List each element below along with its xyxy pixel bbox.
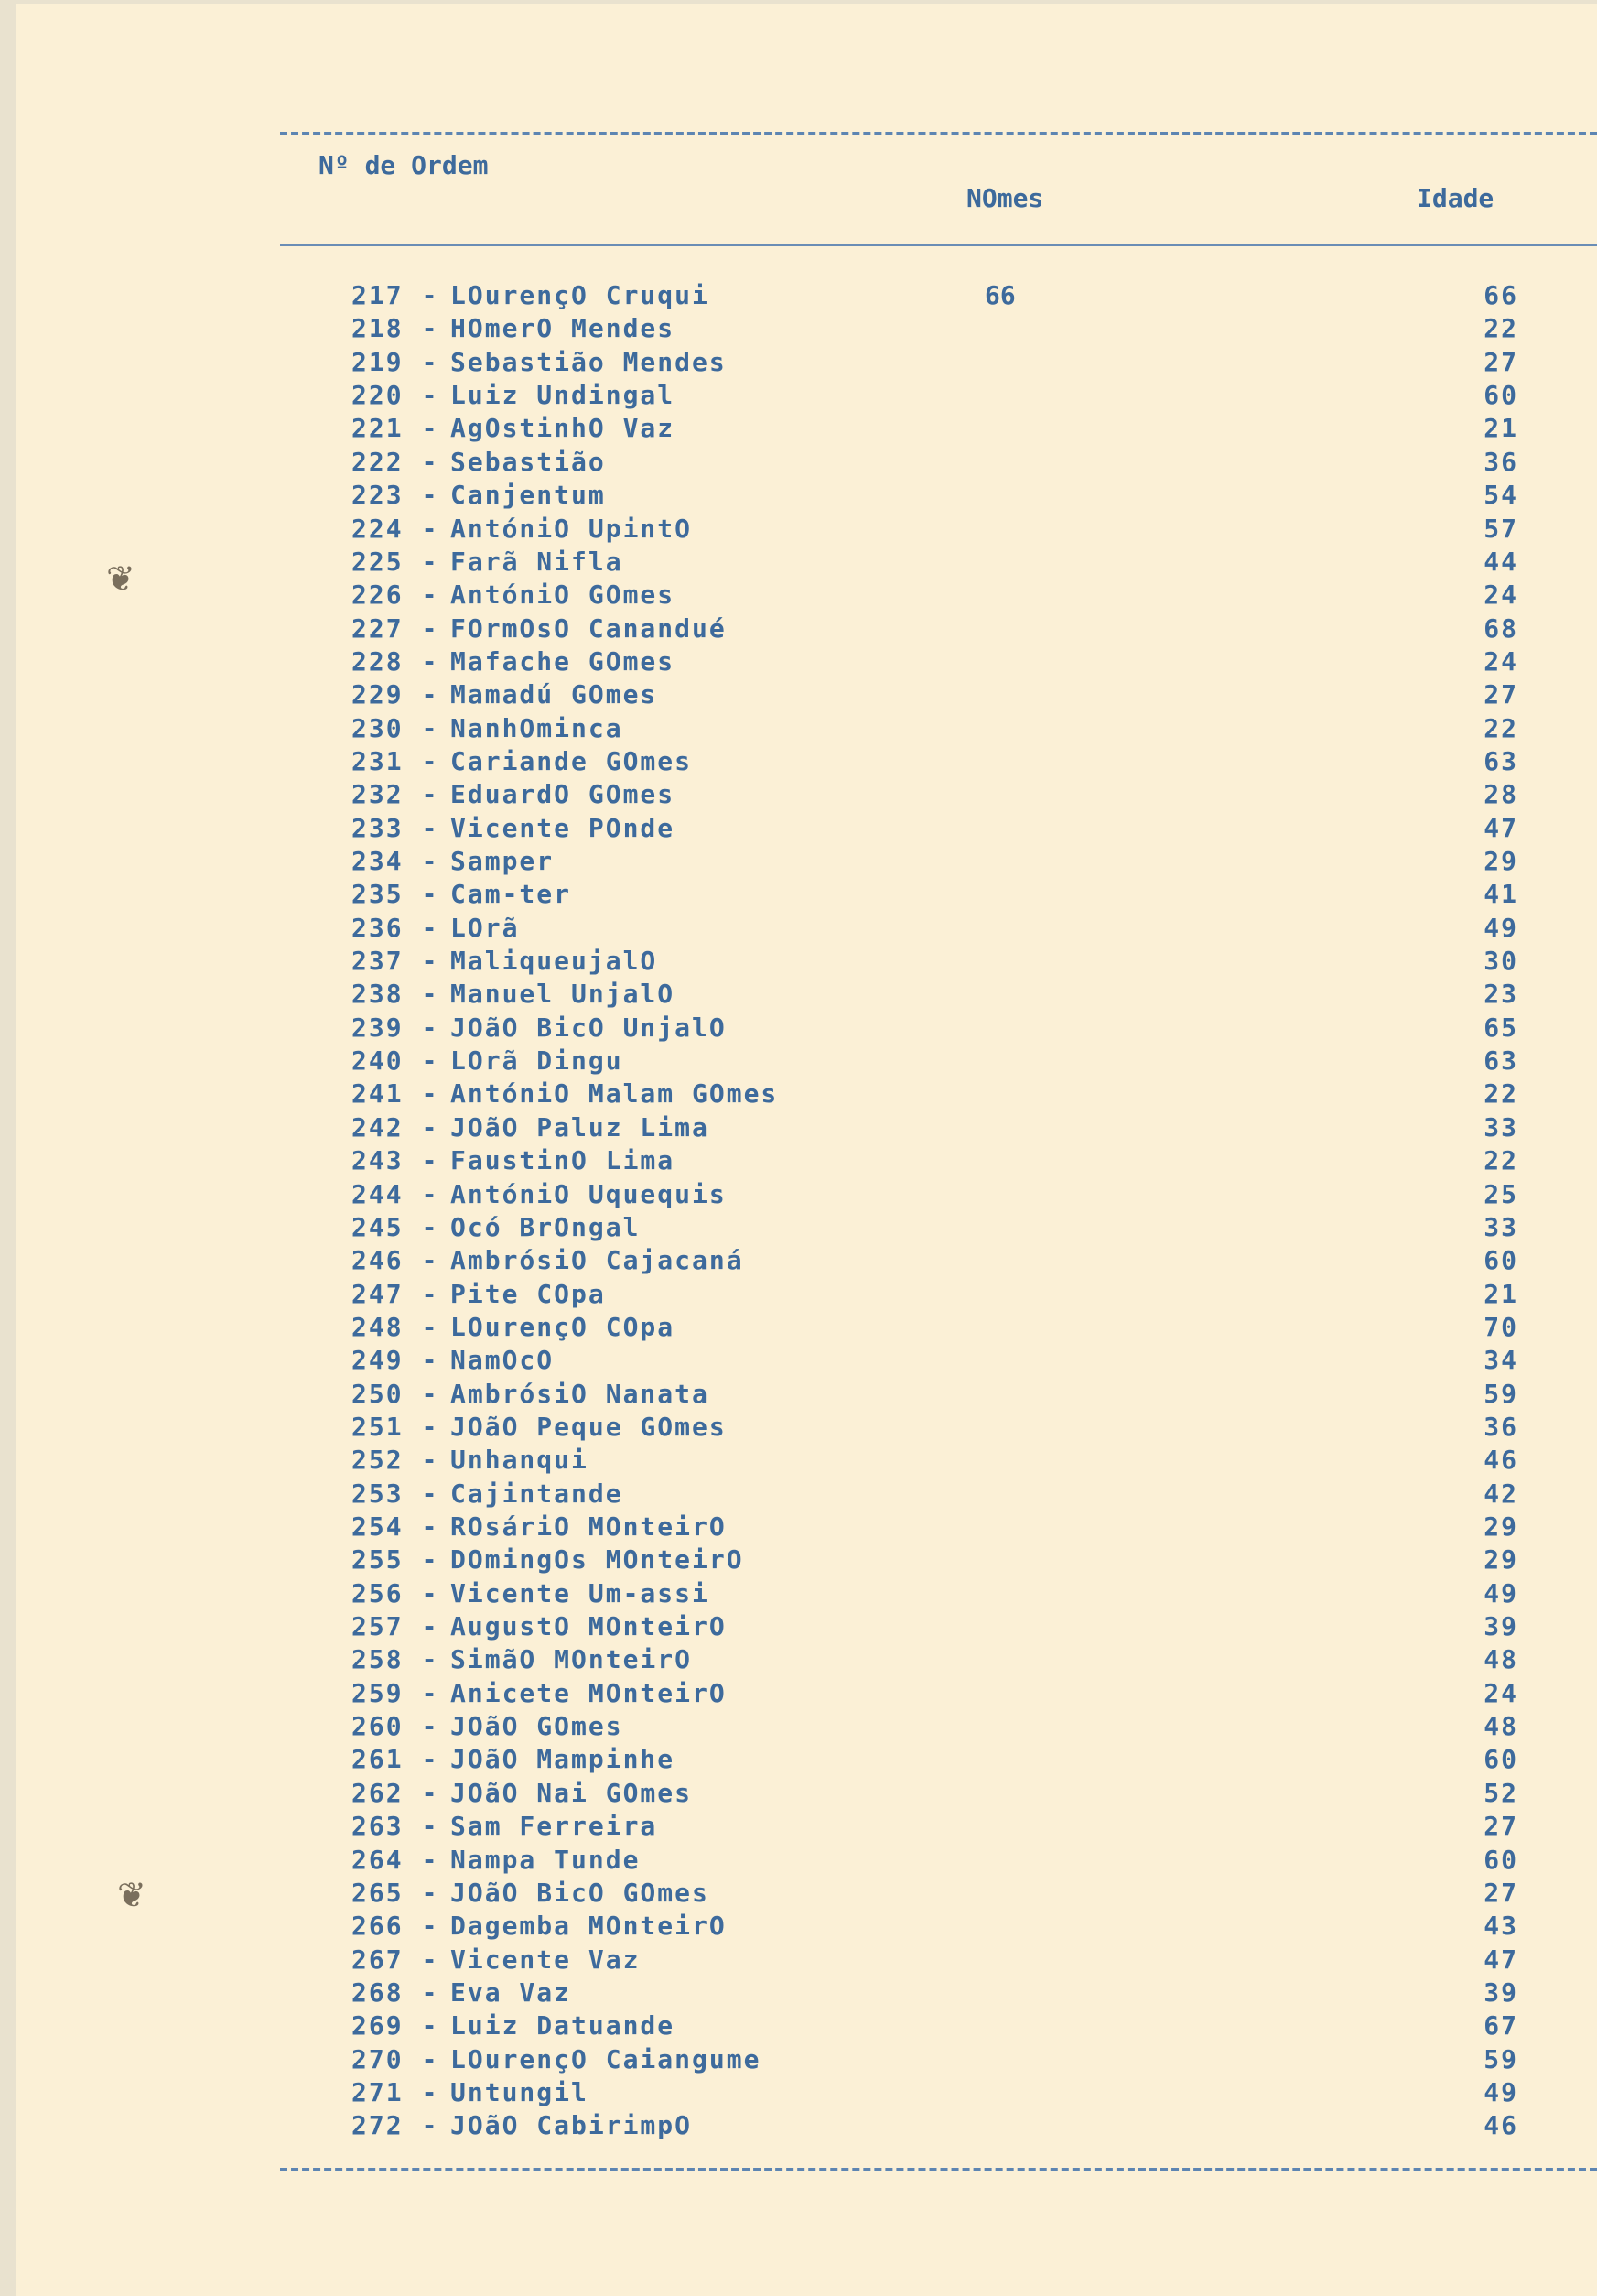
row-age: 29: [1484, 846, 1518, 876]
row-separator: -: [421, 1111, 439, 1143]
row-age: 36: [1484, 446, 1518, 477]
row-separator: -: [421, 812, 439, 843]
row-number: 240: [351, 1045, 404, 1077]
bottom-dashed-rule: [280, 2168, 1597, 2171]
table-row: [351, 646, 1541, 679]
row-age: 47: [1484, 812, 1518, 843]
row-number: 229: [351, 679, 404, 710]
row-number: 264: [351, 1844, 404, 1875]
row-name: AntóniO Malam GOmes: [450, 1078, 779, 1110]
table-row: [351, 846, 1541, 879]
row-name: Eva Vaz: [450, 1977, 572, 2008]
row-number: 259: [351, 1677, 404, 1708]
table-row: [351, 2044, 1541, 2077]
row-separator: -: [421, 1445, 439, 1476]
row-age: 22: [1484, 313, 1518, 344]
row-name: AntóniO GOmes: [450, 579, 675, 611]
row-name: Samper: [450, 846, 555, 876]
table-row: [351, 547, 1541, 579]
table-row: [351, 579, 1541, 612]
row-number: 228: [351, 645, 404, 677]
row-name: JOãO Nai GOmes: [450, 1777, 693, 1808]
row-age: 49: [1484, 1577, 1518, 1608]
table-row: [351, 413, 1541, 446]
row-name: LOurençO Cruqui: [450, 280, 709, 310]
row-number: 263: [351, 1811, 404, 1842]
table-row: [351, 1179, 1541, 1212]
row-name: ROsáriO MOnteirO: [450, 1511, 727, 1542]
row-name: Sebastião: [450, 446, 606, 477]
row-number: 265: [351, 1877, 404, 1908]
row-age: 67: [1484, 2010, 1518, 2041]
table-row: [351, 1744, 1541, 1777]
row-name: AugustO MOnteirO: [450, 1611, 727, 1641]
row-separator: -: [421, 546, 439, 577]
row-name: Unhanqui: [450, 1445, 588, 1476]
row-age: 27: [1484, 346, 1518, 377]
row-age: 29: [1484, 1511, 1518, 1542]
row-number: 241: [351, 1078, 404, 1110]
row-name: JOãO BicO GOmes: [450, 1877, 709, 1908]
row-separator: -: [421, 2076, 439, 2107]
row-separator: -: [421, 912, 439, 943]
row-separator: -: [421, 1677, 439, 1708]
table-row: [351, 1345, 1541, 1378]
row-separator: -: [421, 979, 439, 1010]
row-number: 224: [351, 513, 404, 544]
table-row: [351, 979, 1541, 1012]
row-separator: -: [421, 2010, 439, 2041]
document-page: [16, 4, 1597, 2296]
row-number: 227: [351, 612, 404, 644]
table-row: [351, 1578, 1541, 1611]
row-name: Cajintande: [450, 1478, 623, 1509]
row-separator: -: [421, 1977, 439, 2008]
row-age: 48: [1484, 1644, 1518, 1675]
row-age: 60: [1484, 1844, 1518, 1875]
row-number: 218: [351, 313, 404, 344]
top-dashed-rule: [280, 132, 1597, 135]
row-number: 271: [351, 2076, 404, 2107]
row-number: 260: [351, 1711, 404, 1741]
row-name: Anicete MOnteirO: [450, 1677, 727, 1708]
row-age: 39: [1484, 1977, 1518, 2008]
header-nomes: NOmes: [966, 183, 1044, 213]
row-number: 244: [351, 1178, 404, 1209]
row-age: 43: [1484, 1911, 1518, 1942]
table-row: [351, 1611, 1541, 1644]
row-age: 24: [1484, 645, 1518, 677]
row-number: 245: [351, 1211, 404, 1242]
table-row: [351, 447, 1541, 480]
row-name: Farã Nifla: [450, 546, 623, 577]
table-row: [351, 913, 1541, 946]
row-name: AgOstinhO Vaz: [450, 413, 675, 444]
table-row: [351, 813, 1541, 846]
row-name: Untungil: [450, 2076, 588, 2107]
row-name: JOãO Mampinhe: [450, 1744, 675, 1775]
row-number: 254: [351, 1511, 404, 1542]
row-separator: -: [421, 1012, 439, 1043]
row-name: HOmerO Mendes: [450, 313, 675, 344]
row-name: Manuel UnjalO: [450, 979, 675, 1010]
row-name: AmbrósiO Nanata: [450, 1378, 709, 1409]
row-number: 250: [351, 1378, 404, 1409]
table-row: [351, 1245, 1541, 1278]
row-name: Canjentum: [450, 480, 606, 511]
table-row: [351, 613, 1541, 646]
row-name: Cariande GOmes: [450, 745, 693, 776]
row-separator: -: [421, 1345, 439, 1376]
row-name: LOrã: [450, 912, 520, 943]
table-row: [351, 480, 1541, 513]
row-separator: -: [421, 1145, 439, 1176]
row-number: 258: [351, 1644, 404, 1675]
header-rule: [280, 244, 1597, 246]
row-name: AntóniO UpintO: [450, 513, 693, 544]
row-age: 48: [1484, 1711, 1518, 1741]
row-number: 262: [351, 1777, 404, 1808]
row-age: 60: [1484, 380, 1518, 411]
row-name: Vicente Vaz: [450, 1944, 641, 1975]
row-number: 261: [351, 1744, 404, 1775]
header-idade: Idade: [1417, 183, 1494, 213]
row-number: 268: [351, 1977, 404, 2008]
first-row-nomes-value: 66: [985, 280, 1016, 310]
row-separator: -: [421, 1777, 439, 1808]
row-age: 27: [1484, 1811, 1518, 1842]
row-number: 253: [351, 1478, 404, 1509]
row-age: 57: [1484, 513, 1518, 544]
row-age: 39: [1484, 1611, 1518, 1641]
table-row: [351, 1412, 1541, 1445]
row-name: Nampa Tunde: [450, 1844, 641, 1875]
row-separator: -: [421, 946, 439, 976]
punch-mark-bottom: ❦: [117, 1877, 146, 1915]
row-number: 217: [351, 280, 404, 310]
row-number: 246: [351, 1245, 404, 1276]
row-separator: -: [421, 1944, 439, 1975]
table-row: [351, 1778, 1541, 1811]
row-number: 242: [351, 1111, 404, 1143]
table-row: [351, 1944, 1541, 1977]
table-row: [351, 1013, 1541, 1045]
row-separator: -: [421, 1478, 439, 1509]
table-row: [351, 1878, 1541, 1911]
table-row: [351, 713, 1541, 746]
row-separator: -: [421, 1844, 439, 1875]
row-age: 44: [1484, 546, 1518, 577]
row-age: 21: [1484, 413, 1518, 444]
row-separator: -: [421, 313, 439, 344]
table-row: [351, 779, 1541, 812]
row-age: 22: [1484, 1145, 1518, 1176]
row-number: 248: [351, 1311, 404, 1342]
row-separator: -: [421, 1245, 439, 1276]
row-age: 25: [1484, 1178, 1518, 1209]
row-separator: -: [421, 1378, 439, 1409]
row-age: 42: [1484, 1478, 1518, 1509]
row-age: 24: [1484, 579, 1518, 611]
row-name: JOãO BicO UnjalO: [450, 1012, 727, 1043]
row-separator: -: [421, 1577, 439, 1608]
row-separator: -: [421, 1611, 439, 1641]
row-number: 270: [351, 2043, 404, 2074]
row-separator: -: [421, 280, 439, 310]
row-name: LOrã Dingu: [450, 1045, 623, 1077]
row-age: 52: [1484, 1777, 1518, 1808]
row-separator: -: [421, 2110, 439, 2141]
row-age: 46: [1484, 1445, 1518, 1476]
row-name: JOãO GOmes: [450, 1711, 623, 1741]
row-separator: -: [421, 1744, 439, 1775]
table-row: [351, 2110, 1541, 2143]
row-name: Dagemba MOnteirO: [450, 1911, 727, 1942]
row-name: FaustinO Lima: [450, 1145, 675, 1176]
row-separator: -: [421, 679, 439, 710]
row-separator: -: [421, 446, 439, 477]
table-row: [351, 1711, 1541, 1744]
row-separator: -: [421, 1078, 439, 1110]
table-row: [351, 1977, 1541, 2010]
table-row: [351, 1478, 1541, 1511]
row-separator: -: [421, 846, 439, 876]
row-name: EduardO GOmes: [450, 779, 675, 810]
row-age: 49: [1484, 912, 1518, 943]
row-separator: -: [421, 879, 439, 910]
row-name: Luiz Datuande: [450, 2010, 675, 2041]
row-name: Mafache GOmes: [450, 645, 675, 677]
row-number: 220: [351, 380, 404, 411]
row-separator: -: [421, 2043, 439, 2074]
row-age: 70: [1484, 1311, 1518, 1342]
row-separator: -: [421, 513, 439, 544]
row-number: 272: [351, 2110, 404, 2141]
punch-mark-top: ❦: [106, 560, 135, 599]
row-number: 269: [351, 2010, 404, 2041]
table-row: [351, 1845, 1541, 1878]
row-number: 266: [351, 1911, 404, 1942]
row-number: 249: [351, 1345, 404, 1376]
row-age: 21: [1484, 1278, 1518, 1309]
row-age: 60: [1484, 1245, 1518, 1276]
table-row: [351, 280, 1541, 313]
table-row: [351, 347, 1541, 380]
row-name: JOãO CabirimpO: [450, 2110, 693, 2141]
row-name: AmbrósiO Cajacaná: [450, 1245, 744, 1276]
row-number: 222: [351, 446, 404, 477]
row-number: 236: [351, 912, 404, 943]
row-separator: -: [421, 413, 439, 444]
row-age: 68: [1484, 612, 1518, 644]
row-separator: -: [421, 346, 439, 377]
row-separator: -: [421, 1811, 439, 1842]
table-row: [351, 1112, 1541, 1145]
row-number: 256: [351, 1577, 404, 1608]
table-row: [351, 879, 1541, 912]
row-number: 226: [351, 579, 404, 611]
table-row: [351, 2077, 1541, 2110]
row-name: Mamadú GOmes: [450, 679, 658, 710]
row-age: 28: [1484, 779, 1518, 810]
row-age: 33: [1484, 1211, 1518, 1242]
row-separator: -: [421, 380, 439, 411]
row-number: 251: [351, 1411, 404, 1442]
table-row: [351, 514, 1541, 547]
row-number: 252: [351, 1445, 404, 1476]
row-name: Luiz Undingal: [450, 380, 675, 411]
table-row: [351, 1279, 1541, 1312]
row-name: LOurençO Caiangume: [450, 2043, 761, 2074]
row-number: 257: [351, 1611, 404, 1641]
table-row: [351, 679, 1541, 712]
table-row: [351, 1379, 1541, 1412]
table-row: [351, 1212, 1541, 1245]
row-separator: -: [421, 1278, 439, 1309]
row-age: 41: [1484, 879, 1518, 910]
row-name: AntóniO Uquequis: [450, 1178, 727, 1209]
row-number: 225: [351, 546, 404, 577]
row-number: 255: [351, 1544, 404, 1576]
row-separator: -: [421, 779, 439, 810]
row-age: 30: [1484, 946, 1518, 976]
row-number: 221: [351, 413, 404, 444]
row-age: 59: [1484, 1378, 1518, 1409]
row-name: Vicente Um-assi: [450, 1577, 709, 1608]
row-separator: -: [421, 1211, 439, 1242]
table-row: [351, 2010, 1541, 2043]
table-row: [351, 1644, 1541, 1677]
row-age: 34: [1484, 1345, 1518, 1376]
row-age: 27: [1484, 1877, 1518, 1908]
row-age: 65: [1484, 1012, 1518, 1043]
row-number: 233: [351, 812, 404, 843]
row-separator: -: [421, 480, 439, 511]
row-age: 22: [1484, 1078, 1518, 1110]
table-row: [351, 380, 1541, 413]
row-name: Sam Ferreira: [450, 1811, 658, 1842]
row-number: 235: [351, 879, 404, 910]
row-age: 63: [1484, 745, 1518, 776]
row-number: 231: [351, 745, 404, 776]
row-name: Vicente POnde: [450, 812, 675, 843]
row-number: 219: [351, 346, 404, 377]
row-number: 243: [351, 1145, 404, 1176]
table-row: [351, 1045, 1541, 1078]
table-row: [351, 1445, 1541, 1478]
row-name: SimãO MOnteirO: [450, 1644, 693, 1675]
row-name: Ocó BrOngal: [450, 1211, 641, 1242]
table-row: [351, 1145, 1541, 1178]
row-separator: -: [421, 745, 439, 776]
table-row: [351, 746, 1541, 779]
row-name: JOãO Peque GOmes: [450, 1411, 727, 1442]
row-age: 23: [1484, 979, 1518, 1010]
row-name: JOãO Paluz Lima: [450, 1111, 709, 1143]
row-name: Pite COpa: [450, 1278, 606, 1309]
row-age: 46: [1484, 2110, 1518, 2141]
row-name: FOrmOsO Canandué: [450, 612, 727, 644]
row-age: 36: [1484, 1411, 1518, 1442]
row-number: 234: [351, 846, 404, 876]
row-number: 232: [351, 779, 404, 810]
row-name: MaliqueujalO: [450, 946, 658, 976]
row-age: 24: [1484, 1677, 1518, 1708]
table-row: [351, 1544, 1541, 1577]
row-name: DOmingOs MOnteirO: [450, 1544, 744, 1576]
row-age: 66: [1484, 280, 1518, 310]
row-age: 33: [1484, 1111, 1518, 1143]
table-row: [351, 1811, 1541, 1844]
row-age: 59: [1484, 2043, 1518, 2074]
table-row: [351, 1911, 1541, 1944]
table-row: [351, 1511, 1541, 1544]
row-separator: -: [421, 579, 439, 611]
row-separator: -: [421, 1311, 439, 1342]
row-number: 237: [351, 946, 404, 976]
header-ordem: Nº de Ordem: [318, 150, 489, 180]
row-separator: -: [421, 1644, 439, 1675]
table-row: [351, 946, 1541, 979]
row-age: 27: [1484, 679, 1518, 710]
row-separator: -: [421, 1045, 439, 1077]
row-age: 63: [1484, 1045, 1518, 1077]
row-separator: -: [421, 1178, 439, 1209]
row-name: Cam-ter: [450, 879, 572, 910]
row-number: 230: [351, 712, 404, 743]
table-row: [351, 1312, 1541, 1345]
row-number: 247: [351, 1278, 404, 1309]
row-separator: -: [421, 612, 439, 644]
row-number: 238: [351, 979, 404, 1010]
row-age: 54: [1484, 480, 1518, 511]
row-number: 239: [351, 1012, 404, 1043]
table-row: [351, 1078, 1541, 1111]
row-separator: -: [421, 1711, 439, 1741]
row-name: NanhOminca: [450, 712, 623, 743]
row-age: 47: [1484, 1944, 1518, 1975]
row-number: 267: [351, 1944, 404, 1975]
row-separator: -: [421, 712, 439, 743]
row-age: 29: [1484, 1544, 1518, 1576]
row-separator: -: [421, 645, 439, 677]
table-row: [351, 1678, 1541, 1711]
row-age: 49: [1484, 2076, 1518, 2107]
row-separator: -: [421, 1911, 439, 1942]
row-name: LOurençO COpa: [450, 1311, 675, 1342]
row-separator: -: [421, 1411, 439, 1442]
row-name: Sebastião Mendes: [450, 346, 727, 377]
row-number: 223: [351, 480, 404, 511]
row-separator: -: [421, 1877, 439, 1908]
row-separator: -: [421, 1511, 439, 1542]
row-age: 60: [1484, 1744, 1518, 1775]
table-row: [351, 313, 1541, 346]
row-age: 22: [1484, 712, 1518, 743]
row-name: NamOcO: [450, 1345, 555, 1376]
row-separator: -: [421, 1544, 439, 1576]
